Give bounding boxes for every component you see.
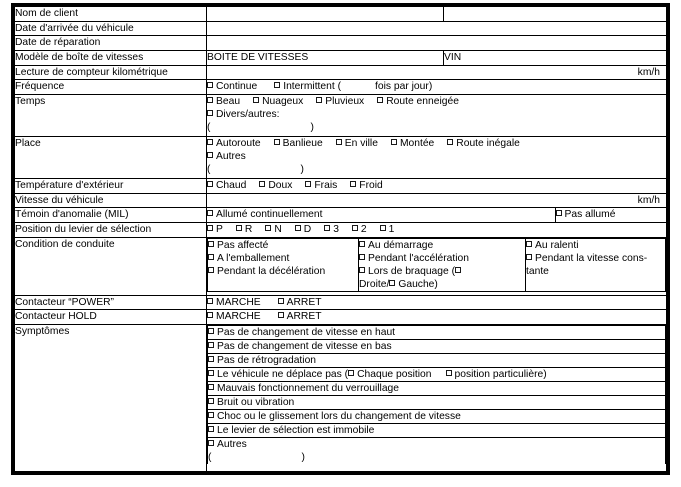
checkbox-lever-p[interactable]: [207, 223, 223, 236]
option-label: Le véhicule ne déplace pas (: [217, 368, 349, 380]
weather-options-line2: [207, 108, 666, 121]
table-row: [15, 310, 667, 325]
hold-switch-options: [207, 310, 667, 325]
checkbox-icon[interactable]: [391, 139, 397, 145]
unit-kmh-odometer: km/h: [637, 66, 660, 78]
mil-off-cell: [555, 208, 667, 223]
checkbox-icon[interactable]: [208, 440, 214, 446]
label-place: Place: [15, 137, 207, 179]
checkbox-dc-braquage[interactable]: [359, 265, 525, 278]
vin-cell[interactable]: [444, 51, 667, 66]
checkbox-icon[interactable]: [208, 370, 214, 376]
checkbox-icon[interactable]: [208, 267, 214, 273]
option-label: Beau: [216, 96, 241, 108]
table-row: [15, 36, 667, 51]
option-label: Pendant la vitesse cons-tante: [526, 252, 648, 277]
label-vehicle-speed: Vitesse du véhicule: [15, 193, 207, 208]
list-item[interactable]: [208, 381, 666, 395]
option-label: Le levier de sélection est immobile: [217, 424, 375, 436]
checkbox-icon[interactable]: [207, 82, 213, 88]
list-item[interactable]: [208, 325, 666, 339]
option-label: En ville: [344, 138, 378, 150]
option-label: 3: [333, 224, 339, 236]
checkbox-icon[interactable]: [208, 398, 214, 404]
transmission-diagnostic-form: [11, 3, 670, 475]
checkbox-icon[interactable]: [208, 342, 214, 348]
table-row: [15, 80, 667, 95]
checkbox-icon[interactable]: [253, 97, 259, 103]
checkbox-icon[interactable]: [556, 210, 562, 216]
option-label: 2: [360, 224, 367, 236]
checkbox-icon[interactable]: [259, 181, 265, 187]
checkbox-icon[interactable]: [359, 254, 365, 260]
option-label: Au ralenti: [535, 239, 579, 251]
option-label: Banlieue: [282, 138, 323, 150]
label-weather: Temps: [15, 95, 207, 137]
lever-position-options: [207, 223, 667, 238]
option-label: MARCHE: [216, 311, 261, 323]
unit-kmh-speed: km/h: [637, 194, 660, 206]
table-row: [15, 51, 667, 66]
checkbox-icon[interactable]: [278, 298, 284, 304]
table-row: [15, 295, 667, 310]
checkbox-icon[interactable]: [274, 139, 280, 145]
checkbox-icon[interactable]: [207, 225, 213, 231]
label-power-switch: Contacteur “POWER”: [15, 295, 207, 310]
checkbox-weather-route-enneigee[interactable]: [377, 95, 459, 108]
list-item[interactable]: [208, 409, 666, 423]
list-item-other[interactable]: [208, 437, 666, 464]
checkbox-icon[interactable]: [359, 267, 365, 273]
list-item[interactable]: [208, 367, 666, 381]
checkbox-dc-acceleration[interactable]: [359, 252, 525, 265]
option-label: Pluvieux: [325, 96, 365, 108]
checkbox-lever-n[interactable]: [265, 223, 281, 236]
option-label: Pendant l'accélération: [368, 252, 469, 264]
option-label: Divers/autres:: [216, 109, 280, 121]
checkbox-hold-marche[interactable]: [207, 310, 261, 323]
option-label: Frais: [314, 180, 338, 192]
table-row: [15, 7, 667, 22]
label-transmission-model: Modèle de boîte de vitesses: [15, 51, 207, 66]
option-label: D: [303, 224, 312, 236]
checkbox-icon[interactable]: [208, 412, 214, 418]
checkbox-weather-nuageux[interactable]: [253, 95, 303, 108]
label-hold-switch: Contacteur HOLD: [15, 310, 207, 325]
checkbox-icon[interactable]: [207, 110, 213, 116]
checkbox-icon[interactable]: [316, 97, 322, 103]
input-repair-date[interactable]: [207, 36, 667, 51]
checkbox-dc-ralenti[interactable]: [526, 239, 665, 252]
label-outside-temp: Température d'extérieur: [15, 179, 207, 194]
table-row: [15, 179, 667, 194]
option-label: R: [244, 224, 253, 236]
checkbox-icon[interactable]: [207, 139, 213, 145]
checkbox-weather-pluvieux[interactable]: [316, 95, 364, 108]
option-label: Continue: [216, 81, 258, 93]
checkbox-lever-1[interactable]: [380, 223, 395, 236]
weather-other-entry[interactable]: [207, 121, 666, 134]
checkbox-weather-divers-autres[interactable]: [207, 108, 280, 121]
option-label: Bruit ou vibration: [217, 396, 295, 408]
checkbox-icon[interactable]: [278, 312, 284, 318]
option-label-right: Droite/: [359, 278, 390, 290]
checkbox-icon[interactable]: [455, 267, 461, 273]
checkbox-mil-on[interactable]: [207, 208, 322, 221]
checkbox-icon[interactable]: [389, 280, 395, 286]
weather-options-line1: [207, 95, 666, 108]
table-row: [15, 208, 667, 223]
checkbox-dc-deceleration[interactable]: [208, 265, 358, 278]
label-symptoms: Symptômes: [15, 324, 207, 471]
option-label: Pas de rétrogradation: [217, 354, 317, 366]
option-label: Au démarrage: [368, 239, 434, 251]
checkbox-icon[interactable]: [336, 139, 342, 145]
table-row: [15, 137, 667, 179]
input-client-name-extra[interactable]: [444, 7, 667, 22]
checkbox-dc-braquage-sides[interactable]: [359, 278, 525, 291]
label-arrival-date: Date d'arrivée du véhicule: [15, 21, 207, 36]
checkbox-place-montee[interactable]: [391, 137, 434, 150]
checkbox-icon[interactable]: [350, 181, 356, 187]
checkbox-temp-chaud[interactable]: [207, 179, 246, 192]
option-label: P: [216, 224, 223, 236]
option-label: Autoroute: [216, 138, 261, 150]
paren-close: ): [300, 164, 304, 176]
option-label: Pas affecté: [217, 239, 269, 251]
checkbox-icon[interactable]: [207, 152, 213, 158]
option-label: ARRET: [286, 311, 322, 323]
paren-open: (: [207, 164, 211, 176]
option-label: Froid: [359, 180, 383, 192]
value-transmission-model[interactable]: BOITE DE VITESSES: [207, 51, 444, 66]
option-label: Lors de braquage (: [368, 265, 456, 277]
label-client-name: Nom de client: [15, 7, 207, 22]
frequency-options: [207, 80, 667, 95]
place-options: [207, 137, 667, 179]
checkbox-dc-demarrage[interactable]: [359, 239, 525, 252]
checkbox-lever-d[interactable]: [295, 223, 311, 236]
option-label: Nuageux: [262, 96, 304, 108]
place-options-line2: [207, 150, 666, 163]
option-label: Autres: [216, 151, 246, 163]
option-label: MARCHE: [216, 296, 261, 308]
input-arrival-date[interactable]: [207, 21, 667, 36]
checkbox-icon[interactable]: [352, 225, 358, 231]
paren-open: (: [207, 122, 211, 134]
option-label: Pas allumé: [564, 209, 616, 221]
power-switch-options: [207, 295, 667, 310]
label-frequency: Fréquence: [15, 80, 207, 95]
symptoms-other-entry[interactable]: [208, 451, 665, 464]
checkbox-dc-vitesse-constante[interactable]: [526, 252, 665, 278]
form-table: [14, 6, 667, 472]
input-client-name[interactable]: [207, 7, 444, 22]
paren-close: ): [301, 451, 305, 463]
checkbox-power-marche[interactable]: [207, 296, 261, 309]
checkbox-lever-r[interactable]: [236, 223, 252, 236]
option-label: Route enneigée: [386, 96, 459, 108]
checkbox-lever-3[interactable]: [324, 223, 339, 236]
driving-condition-columns: [207, 238, 666, 292]
checkbox-frequency-continue[interactable]: [207, 80, 257, 93]
table-row: [15, 324, 667, 471]
option-label: Pendant la décélération: [217, 265, 326, 277]
option-label: A l'emballement: [217, 252, 290, 264]
option-label: Allumé continuellement: [216, 209, 323, 221]
list-item[interactable]: [208, 339, 666, 353]
option-label: Doux: [268, 180, 293, 192]
option-label: Choc ou le glissement lors du changement de vitesse: [217, 410, 461, 422]
checkbox-icon[interactable]: [208, 241, 214, 247]
checkbox-icon[interactable]: [207, 181, 213, 187]
checkbox-icon[interactable]: [295, 225, 301, 231]
checkbox-temp-frais[interactable]: [305, 179, 337, 192]
checkbox-temp-doux[interactable]: [259, 179, 292, 192]
checkbox-place-en-ville[interactable]: [336, 137, 378, 150]
outside-temp-options: [207, 179, 667, 194]
checkbox-icon[interactable]: [207, 210, 213, 216]
checkbox-place-route-inegale[interactable]: [447, 137, 520, 150]
table-row: [15, 193, 667, 208]
option-label: Intermittent (: [283, 81, 342, 93]
checkbox-icon[interactable]: [274, 82, 280, 88]
checkbox-dc-pas-affecte[interactable]: [208, 239, 358, 252]
weather-options: [207, 95, 667, 137]
symptoms-cell: [207, 324, 667, 471]
checkbox-frequency-intermittent[interactable]: [274, 80, 341, 93]
list-item[interactable]: [208, 423, 666, 437]
checkbox-icon[interactable]: [380, 225, 386, 231]
label-mil: Témoin d'anomalie (MIL): [15, 208, 207, 223]
checkbox-icon[interactable]: [526, 241, 532, 247]
checkbox-icon[interactable]: [208, 328, 214, 334]
list-item[interactable]: [208, 395, 666, 409]
option-label-left: Gauche): [398, 278, 438, 290]
table-row: [15, 223, 667, 238]
checkbox-mil-off[interactable]: [556, 208, 616, 221]
checkbox-hold-arret[interactable]: [278, 310, 322, 323]
label-repair-date: Date de réparation: [15, 36, 207, 51]
checkbox-symptom-autres[interactable]: [208, 438, 665, 451]
checkbox-icon[interactable]: [236, 225, 242, 231]
label-driving-condition: Condition de conduite: [15, 237, 207, 295]
paren-open: (: [208, 451, 212, 463]
frequency-per-day-suffix: fois par jour): [375, 81, 433, 93]
checkbox-icon[interactable]: [208, 384, 214, 390]
checkbox-icon[interactable]: [526, 254, 532, 260]
checkbox-icon[interactable]: [377, 97, 383, 103]
checkbox-icon[interactable]: [305, 181, 311, 187]
checkbox-place-autoroute[interactable]: [207, 137, 261, 150]
option-label: 1: [388, 224, 395, 236]
checkbox-icon[interactable]: [207, 97, 213, 103]
checkbox-icon[interactable]: [359, 241, 365, 247]
checkbox-icon[interactable]: [208, 426, 214, 432]
input-vehicle-speed[interactable]: [207, 193, 667, 208]
option-label-each-position: Chaque position: [357, 368, 432, 380]
label-vin: VIN: [444, 52, 462, 64]
checkbox-power-arret[interactable]: [278, 296, 322, 309]
checkbox-icon[interactable]: [208, 356, 214, 362]
label-lever-position: Position du levier de sélection: [15, 223, 207, 238]
checkbox-icon[interactable]: [207, 312, 213, 318]
label-odometer: Lecture de compteur kilométrique: [15, 65, 207, 80]
checkbox-icon[interactable]: [348, 370, 354, 376]
checkbox-icon[interactable]: [265, 225, 271, 231]
checkbox-icon[interactable]: [208, 254, 214, 260]
option-label: Pas de changement de vitesse en haut: [217, 326, 396, 338]
paren-close: ): [310, 122, 314, 134]
checkbox-weather-beau[interactable]: [207, 95, 240, 108]
checkbox-lever-2[interactable]: [352, 223, 367, 236]
checkbox-place-autres[interactable]: [207, 150, 246, 163]
table-row: [15, 95, 667, 137]
option-label: Route inégale: [456, 138, 520, 150]
option-label-particular-position: position particulière): [454, 368, 547, 380]
symptoms-list: [207, 325, 666, 464]
input-odometer[interactable]: [207, 65, 667, 80]
table-row: [15, 65, 667, 80]
checkbox-place-banlieue[interactable]: [274, 137, 323, 150]
option-label: Pas de changement de vitesse en bas: [217, 340, 392, 352]
option-label: ARRET: [286, 296, 322, 308]
table-row: [15, 237, 667, 295]
checkbox-icon[interactable]: [446, 370, 452, 376]
driving-condition-cell: [207, 237, 667, 295]
checkbox-icon[interactable]: [447, 139, 453, 145]
place-options-line1: [207, 137, 666, 150]
driving-condition-col2: [359, 238, 526, 291]
option-label: Montée: [399, 138, 435, 150]
place-other-entry[interactable]: [207, 163, 666, 176]
checkbox-dc-emballement[interactable]: [208, 252, 358, 265]
checkbox-icon[interactable]: [207, 298, 213, 304]
option-label: Chaud: [216, 180, 247, 192]
table-row: [15, 21, 667, 36]
mil-on-cell: [207, 208, 556, 223]
list-item[interactable]: [208, 353, 666, 367]
option-label: N: [274, 224, 282, 236]
option-label: Autres: [217, 438, 247, 450]
checkbox-icon[interactable]: [324, 225, 330, 231]
driving-condition-col3: [526, 238, 666, 291]
driving-condition-col1: [208, 238, 359, 291]
checkbox-temp-froid[interactable]: [350, 179, 382, 192]
option-label: Mauvais fonctionnement du verrouillage: [217, 382, 400, 394]
